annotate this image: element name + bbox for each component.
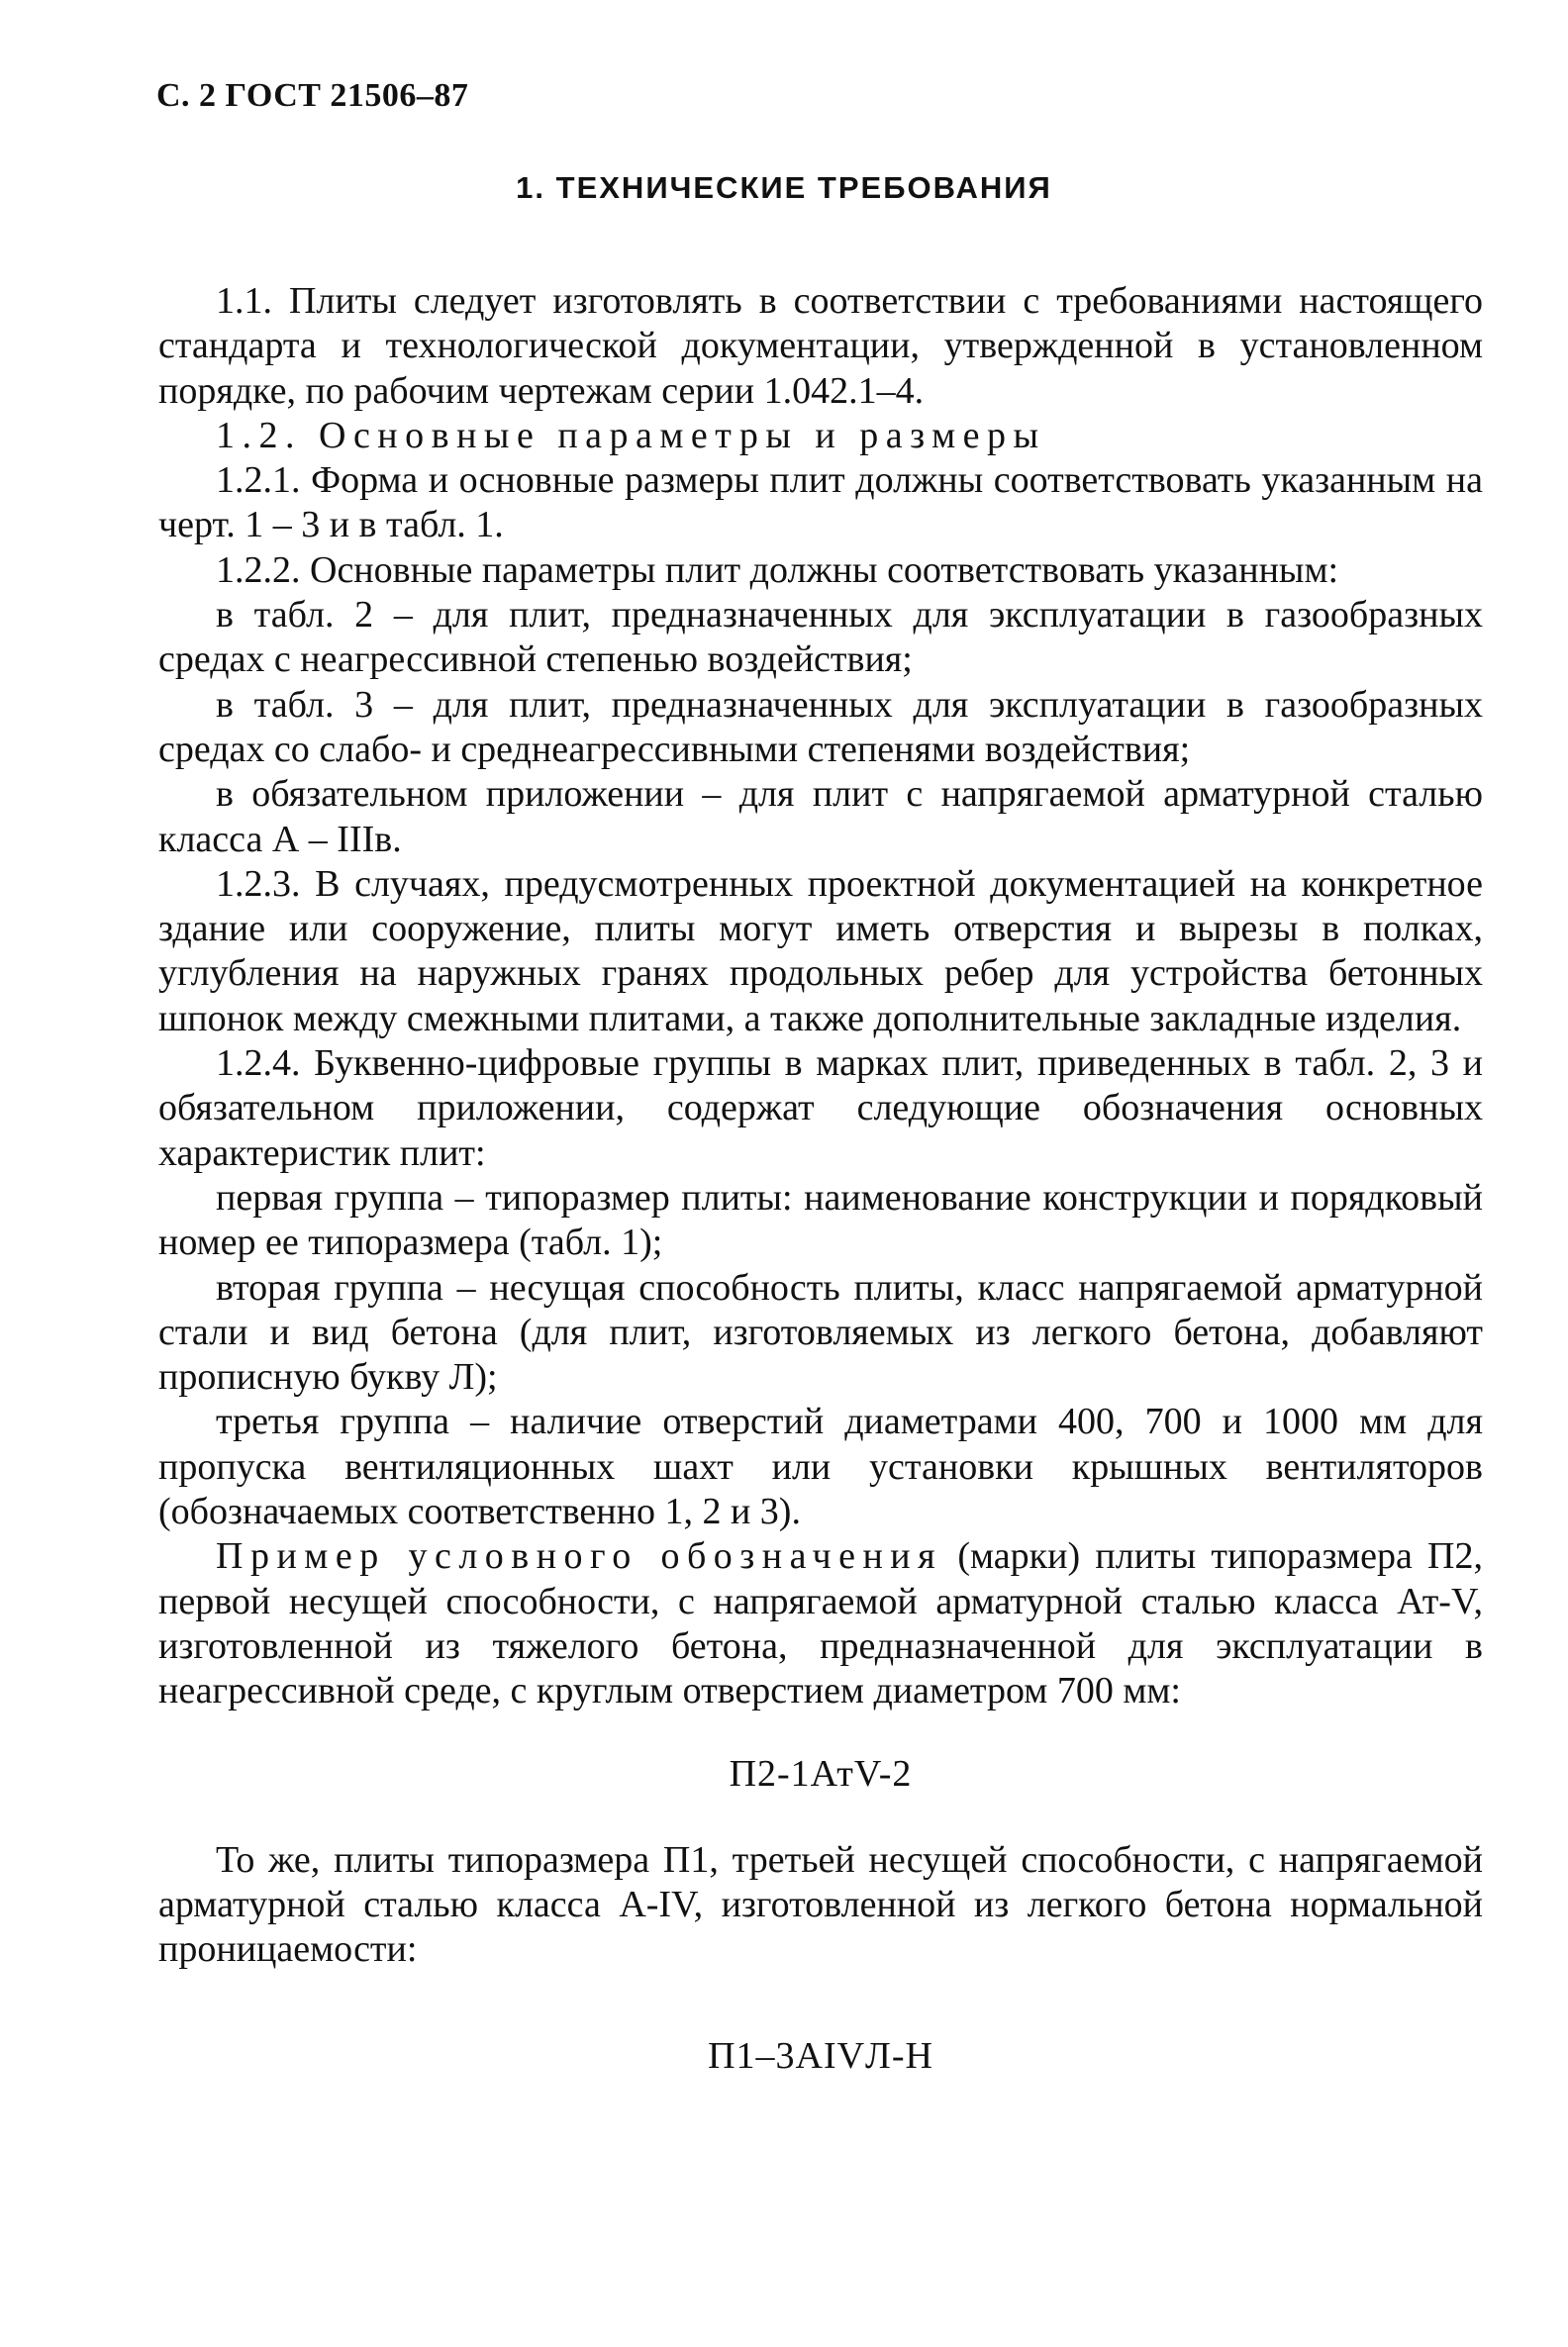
paragraph-1-1: 1.1. Плиты следует изготовлять в соответствии с требованиями настоящего стандарта и технологической документации, утвержденной в установленном порядке, по рабочим чертежам серии 1.042.1–4. [158, 280, 1483, 412]
paragraph-1-2-3: 1.2.3. В случаях, предусмотренных проектной документацией на конкретное здание или сооружение, плиты могут иметь отверстия и вырезы в полках, углубления на наружных гранях продольных ребер для устройства бетонных шпонок между смежными плитами, а также дополнительные закладные изделия. [158, 862, 1483, 1039]
running-head: С. 2 ГОСТ 21506–87 [156, 77, 469, 114]
paragraph-1-2-2: 1.2.2. Основные параметры плит должны соответствовать указанным: [216, 548, 1339, 591]
paragraph-1-2-2-item-b: в табл. 3 – для плит, предназначенных для эксплуатации в газообразных средах со слабо- и среднеагрессивными степенями воздействия; [158, 683, 1483, 770]
paragraph-1-2-4: 1.2.4. Буквенно-цифровые группы в марках плит, приведенных в табл. 2, 3 и обязательном приложении, содержат следующие обозначения основных характеристик плит: [158, 1042, 1483, 1174]
example-paragraph [158, 1534, 1483, 1713]
designation-formula-1: П2-1АтV-2 [729, 1752, 913, 1795]
paragraph-1-2-2-item-c: в обязательном приложении – для плит с напрягаемой арматурной сталью класса А – IIIв. [158, 773, 1483, 860]
paragraph-1-2-2-item-a: в табл. 2 – для плит, предназначенных для эксплуатации в газообразных средах с неагрессивной степенью воздействия; [158, 594, 1483, 681]
example-lead: Пример условного обозначения [216, 1535, 943, 1578]
paragraph-1-2-1: 1.2.1. Форма и основные размеры плит должны соответствовать указанным на черт. 1 – 3 и в табл. 1. [158, 459, 1483, 546]
group-1-description: первая группа – типоразмер плиты: наименование конструкции и порядковый номер ее типоразмера (табл. 1); [158, 1176, 1483, 1264]
designation-formula-2: П1–3АIVЛ-Н [708, 2034, 933, 2077]
example-text: (марки) плиты типоразмера П2, первой несущей способности, с напрягаемой арматурной сталью класса Ат-V, изготовленной из тяжелого бетона, предназначенной для эксплуатации в неагрессивной среде, с круглым отверстием диаметром 700 мм: [158, 1535, 1484, 1712]
paragraph-1-2-heading: 1.2. Основные параметры и размеры [216, 414, 1046, 456]
section-title: 1. ТЕХНИЧЕСКИЕ ТРЕБОВАНИЯ [516, 170, 1052, 205]
same-paragraph: То же, плиты типоразмера П1, третьей несущей способности, с напрягаемой арматурной сталью класса А-IV, изготовленной из легкого бетона нормальной проницаемости: [158, 1838, 1483, 1971]
body-text [158, 279, 1483, 2079]
group-2-description: вторая группа – несущая способность плиты, класс напрягаемой арматурной стали и вид бетона (для плит, изготовляемых из легкого бетона, добавляют прописную букву Л); [158, 1266, 1483, 1399]
group-3-description: третья группа – наличие отверстий диаметрами 400, 700 и 1000 мм для пропуска вентиляционных шахт или установки крышных вентиляторов (обозначаемых соответственно 1, 2 и 3). [158, 1401, 1483, 1533]
